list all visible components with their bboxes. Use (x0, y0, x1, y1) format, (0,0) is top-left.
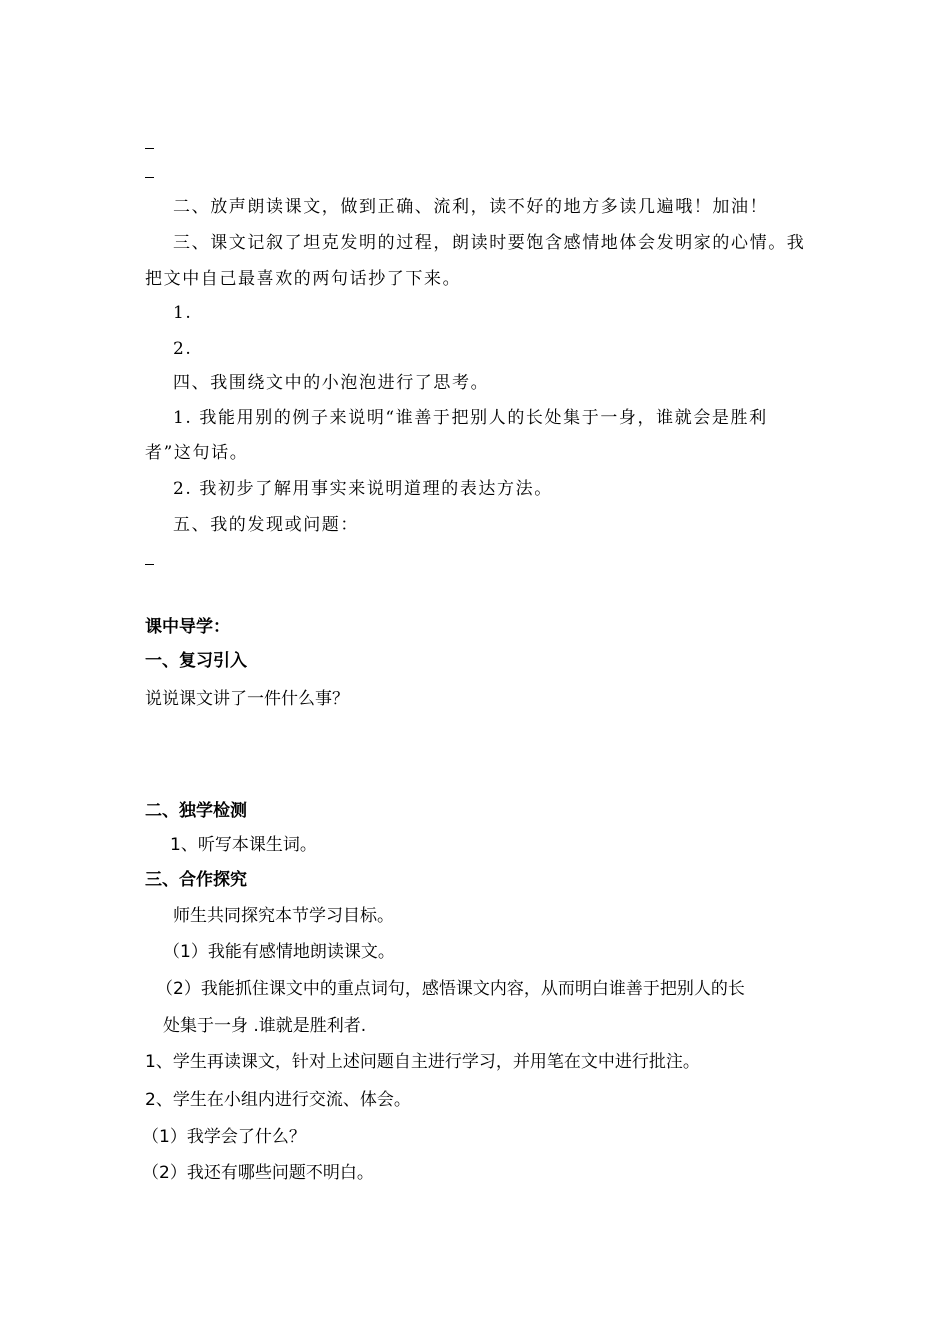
heading-review: 一、复习引入 (145, 651, 247, 671)
step-2: 2、学生在小组内进行交流、体会。 (145, 1090, 411, 1110)
pre-item-2: 二、放声朗读课文，做到正确、流利，读不好的地方多读几遍哦！加油！ (173, 197, 769, 217)
heading-self-check: 二、独学检测 (145, 801, 247, 821)
answer-slot-2: 2. (173, 339, 193, 359)
pre-item-4-1-line2: 者”这句话。 (145, 443, 249, 463)
pre-item-3-line2: 把文中自己最喜欢的两句话抄了下来。 (145, 269, 462, 289)
self-check-item-1: 1、听写本课生词。 (170, 835, 317, 855)
goal-2-line2: 处集于一身 .谁就是胜利者. (163, 1016, 367, 1036)
pre-item-4-2: 2. 我初步了解用事实来说明道理的表达方法。 (173, 479, 553, 499)
blank-line-2 (145, 177, 154, 178)
pre-item-4-1-line1: 1. 我能用别的例子来说明“谁善于把别人的长处集于一身，谁就会是胜利 (173, 408, 768, 428)
step-1: 1、学生再读课文，针对上述问题自主进行学习，并用笔在文中进行批注。 (145, 1052, 700, 1072)
blank-line-1 (145, 148, 154, 149)
answer-slot-1: 1. (173, 303, 193, 323)
question-1: （1）我学会了什么？ (142, 1127, 306, 1147)
pre-item-3-line1: 三、课文记叙了坦克发明的过程，朗读时要饱含感情地体会发明家的心情。我 (173, 233, 806, 253)
review-question: 说说课文讲了一件什么事？ (145, 689, 349, 709)
question-2: （2）我还有哪些问题不明白。 (142, 1163, 374, 1183)
section-title: 课中导学： (145, 617, 230, 637)
pre-item-4: 四、我围绕文中的小泡泡进行了思考。 (173, 373, 490, 393)
goal-2-line1: （2）我能抓住课文中的重点词句，感悟课文内容，从而明白谁善于把别人的长 (156, 979, 745, 999)
heading-cooperation: 三、合作探究 (145, 870, 247, 890)
cooperation-intro: 师生共同探究本节学习目标。 (173, 906, 394, 926)
goal-1: （1）我能有感情地朗读课文。 (163, 942, 395, 962)
blank-line-3 (145, 564, 154, 565)
pre-item-5: 五、我的发现或问题： (173, 515, 359, 535)
